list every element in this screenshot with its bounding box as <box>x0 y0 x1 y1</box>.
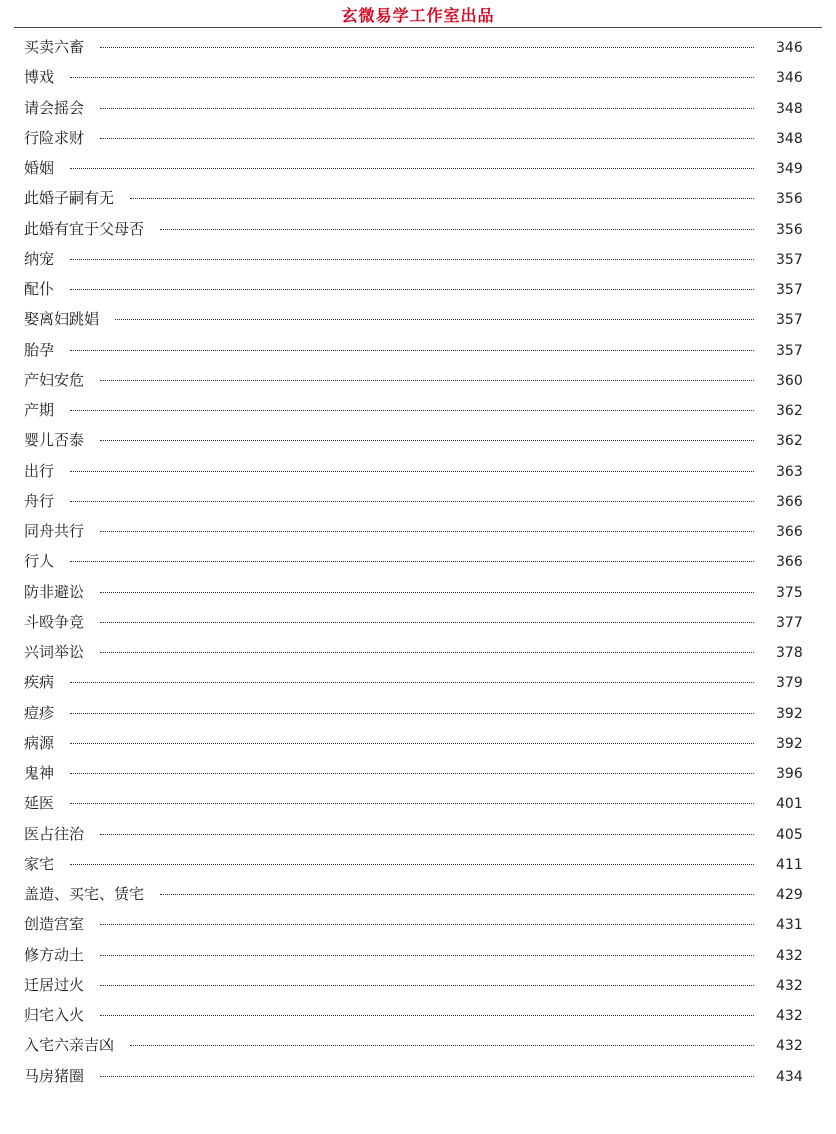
toc-entry[interactable] <box>24 183 802 213</box>
toc-dot-leader <box>100 954 754 956</box>
toc-entry-title: 配仆 <box>24 280 55 298</box>
toc-entry[interactable] <box>24 516 802 546</box>
toc-dot-leader <box>115 318 754 320</box>
toc-entry-page-number: 432 <box>776 947 803 964</box>
toc-dot-leader <box>130 1044 754 1046</box>
toc-entry[interactable] <box>24 728 802 758</box>
toc-entry-page-number: 360 <box>776 372 803 389</box>
toc-entry-title: 迁居过火 <box>24 975 85 994</box>
toc-entry-page-number: 405 <box>776 826 803 843</box>
toc-entry-page-number: 357 <box>776 312 803 329</box>
toc-entry-page-number: 362 <box>776 403 803 419</box>
toc-entry-page-number: 401 <box>776 796 803 813</box>
toc-entry-page-number: 379 <box>776 675 803 692</box>
toc-entry-title: 产妇安危 <box>24 370 85 389</box>
toc-entry-page-number: 349 <box>776 161 803 177</box>
toc-entry[interactable] <box>24 486 802 516</box>
toc-entry-page-number: 396 <box>776 766 803 782</box>
toc-dot-leader <box>70 772 754 774</box>
toc-dot-leader <box>160 893 754 895</box>
toc-entry-title: 斗殴争竞 <box>24 612 85 631</box>
toc-entry-title: 马房猪圈 <box>24 1066 85 1085</box>
toc-entry[interactable] <box>24 274 802 304</box>
header-divider <box>14 27 822 28</box>
toc-entry[interactable] <box>24 32 802 62</box>
toc-entry-page-number: 356 <box>776 191 803 208</box>
toc-entry-page-number: 432 <box>776 1038 803 1055</box>
toc-entry[interactable] <box>24 214 802 244</box>
toc-entry[interactable] <box>24 788 802 818</box>
toc-entry-title: 盖造、买宅、赁宅 <box>24 885 145 903</box>
toc-entry-page-number: 434 <box>776 1068 803 1085</box>
toc-dot-leader <box>100 923 754 925</box>
toc-entry-title: 买卖六畜 <box>24 38 85 56</box>
toc-entry[interactable] <box>24 153 802 183</box>
table-of-contents <box>24 32 802 1091</box>
toc-dot-leader <box>70 409 754 411</box>
toc-entry-title: 疾病 <box>24 673 55 692</box>
toc-entry[interactable] <box>24 607 802 637</box>
toc-entry-page-number: 392 <box>776 735 803 752</box>
toc-dot-leader <box>100 530 754 532</box>
toc-dot-leader <box>130 197 754 199</box>
toc-entry[interactable] <box>24 1061 802 1091</box>
toc-entry-page-number: 348 <box>776 130 803 147</box>
toc-entry-title: 同舟共行 <box>24 522 85 540</box>
toc-dot-leader <box>70 742 754 744</box>
toc-dot-leader <box>100 1014 754 1016</box>
toc-entry-title: 防非避讼 <box>24 582 85 601</box>
toc-dot-leader <box>100 833 754 835</box>
toc-entry[interactable] <box>24 667 802 697</box>
toc-entry-page-number: 375 <box>776 584 803 601</box>
toc-dot-leader <box>70 76 754 78</box>
toc-entry-page-number: 363 <box>776 463 803 480</box>
toc-entry-title: 行险求财 <box>24 128 85 147</box>
toc-entry-title: 延医 <box>24 794 55 813</box>
toc-dot-leader <box>70 288 754 290</box>
toc-entry-title: 鬼神 <box>24 764 55 782</box>
toc-entry-title: 请会摇会 <box>24 98 85 117</box>
toc-dot-leader <box>100 46 754 48</box>
toc-entry[interactable] <box>24 1030 802 1060</box>
toc-entry[interactable] <box>24 62 802 92</box>
toc-entry-page-number: 356 <box>776 221 803 238</box>
toc-entry-page-number: 366 <box>776 554 803 571</box>
toc-entry-page-number: 357 <box>776 282 803 298</box>
toc-dot-leader <box>70 712 754 714</box>
toc-entry-title: 舟行 <box>24 491 55 510</box>
toc-entry-page-number: 348 <box>776 100 803 117</box>
page-header-title: 玄微易学工作室出品 <box>341 6 495 25</box>
toc-dot-leader <box>70 258 754 260</box>
toc-entry-title: 兴词举讼 <box>24 643 85 661</box>
toc-entry[interactable] <box>24 819 802 849</box>
toc-entry[interactable] <box>24 940 802 970</box>
toc-entry-title: 婴儿否泰 <box>24 431 85 450</box>
toc-dot-leader <box>70 560 754 562</box>
toc-dot-leader <box>70 863 754 865</box>
toc-entry-title: 入宅六亲吉凶 <box>24 1036 115 1055</box>
toc-entry-page-number: 392 <box>776 705 803 722</box>
toc-entry[interactable] <box>24 577 802 607</box>
toc-entry[interactable] <box>24 123 802 153</box>
toc-entry[interactable] <box>24 698 802 728</box>
toc-dot-leader <box>100 1075 754 1077</box>
toc-entry[interactable] <box>24 970 802 1000</box>
toc-entry-page-number: 362 <box>776 433 803 450</box>
toc-dot-leader <box>70 681 754 683</box>
toc-dot-leader <box>100 107 754 109</box>
toc-entry-page-number: 346 <box>776 70 803 87</box>
toc-dot-leader <box>100 137 754 139</box>
toc-dot-leader <box>70 470 754 472</box>
toc-entry[interactable] <box>24 456 802 486</box>
toc-entry-title: 此婚有宜于父母否 <box>24 219 145 238</box>
toc-dot-leader <box>100 651 754 653</box>
toc-entry-page-number: 366 <box>776 524 803 540</box>
toc-entry-title: 此婚子嗣有无 <box>24 189 115 208</box>
toc-entry-page-number: 377 <box>776 614 803 631</box>
toc-dot-leader <box>100 591 754 593</box>
toc-entry-title: 婚姻 <box>24 159 55 177</box>
toc-entry[interactable] <box>24 335 802 365</box>
toc-entry[interactable] <box>24 1000 802 1030</box>
toc-dot-leader <box>100 439 754 441</box>
toc-entry[interactable] <box>24 637 802 667</box>
toc-entry-page-number: 432 <box>776 1008 803 1024</box>
toc-entry-page-number: 357 <box>776 251 803 268</box>
toc-entry-page-number: 378 <box>776 645 803 661</box>
toc-entry-title: 娶离妇跳娼 <box>24 310 100 329</box>
toc-entry[interactable] <box>24 244 802 274</box>
toc-entry-title: 医占往治 <box>24 824 85 843</box>
toc-entry-title: 产期 <box>24 401 55 419</box>
toc-entry[interactable] <box>24 93 802 123</box>
toc-entry-page-number: 431 <box>776 917 803 934</box>
toc-dot-leader <box>100 379 754 381</box>
toc-entry-title: 修方动土 <box>24 945 85 964</box>
toc-entry-page-number: 432 <box>776 977 803 994</box>
toc-entry-title: 家宅 <box>24 854 55 873</box>
toc-entry-title: 出行 <box>24 461 55 480</box>
toc-entry-title: 纳宠 <box>24 249 55 268</box>
toc-entry-page-number: 366 <box>776 493 803 510</box>
toc-entry-page-number: 429 <box>776 887 803 903</box>
toc-entry[interactable] <box>24 879 802 909</box>
toc-entry[interactable] <box>24 425 802 455</box>
toc-dot-leader <box>70 802 754 804</box>
toc-entry-title: 创造宫室 <box>24 915 85 934</box>
toc-dot-leader <box>100 984 754 986</box>
toc-dot-leader <box>70 349 754 351</box>
toc-entry[interactable] <box>24 546 802 576</box>
toc-dot-leader <box>100 621 754 623</box>
toc-entry-title: 行人 <box>24 552 55 571</box>
toc-entry-title: 归宅入火 <box>24 1006 85 1024</box>
toc-entry[interactable] <box>24 909 802 939</box>
toc-entry-title: 博戏 <box>24 68 55 87</box>
toc-dot-leader <box>160 228 754 230</box>
toc-dot-leader <box>70 500 754 502</box>
toc-entry[interactable] <box>24 365 802 395</box>
toc-entry-title: 痘疹 <box>24 703 55 722</box>
toc-entry-title: 胎孕 <box>24 340 55 359</box>
page-header <box>0 0 836 30</box>
toc-entry-page-number: 346 <box>776 40 803 56</box>
toc-entry[interactable] <box>24 758 802 788</box>
toc-entry-page-number: 357 <box>776 342 803 359</box>
toc-entry[interactable] <box>24 849 802 879</box>
toc-entry[interactable] <box>24 304 802 334</box>
toc-dot-leader <box>70 167 754 169</box>
toc-entry-title: 病源 <box>24 733 55 752</box>
toc-entry[interactable] <box>24 395 802 425</box>
toc-entry-page-number: 411 <box>776 856 803 873</box>
